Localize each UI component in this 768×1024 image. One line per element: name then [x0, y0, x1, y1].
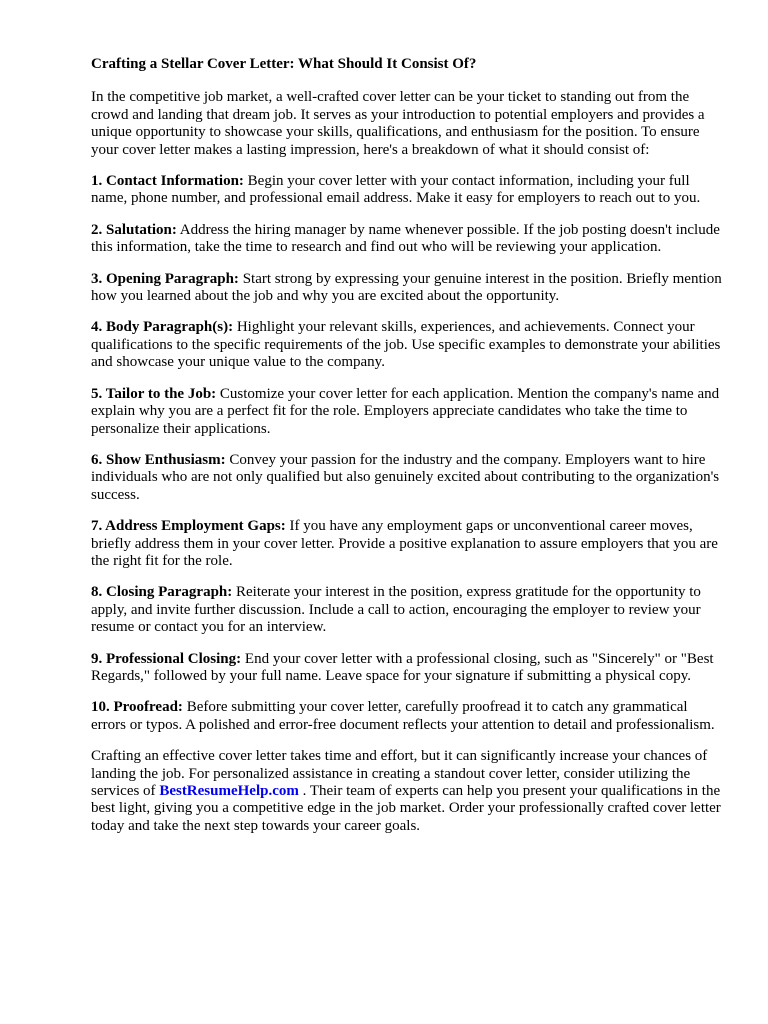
numbered-item: [91, 518, 724, 570]
item-text: Start strong by expressing your genuine interest in the position. Briefly mention how you learned about the job and why you are excited about the opportunity.: [91, 270, 722, 305]
bestresumehelp-link[interactable]: BestResumeHelp.com: [159, 783, 299, 799]
numbered-item: [91, 222, 724, 257]
item-text: Convey your passion for the industry and the company. Employers want to hire individuals who are not only qualified but also genuinely excited about contributing to the organization's success.: [91, 451, 720, 503]
item-text: If you have any employment gaps or unconventional career moves, briefly address them in your cover letter. Provide a positive explanation to assure employers that you are the right fit for the role.: [91, 518, 718, 569]
item-text: Begin your cover letter with your contact information, including your full name, phone number, and professional email address. Make it easy for employers to reach out to you.: [91, 173, 701, 207]
document-content: [91, 56, 724, 849]
closing-text-after: . Their team of experts can help you present your qualifications in the best light, giving you a competitive edge in the job market. Order your professionally crafted cover letter today and take the next step towards your career goals.: [91, 783, 721, 834]
numbered-item: [91, 319, 724, 371]
item-label: 3. Opening Paragraph:: [91, 270, 239, 287]
item-label: 9. Professional Closing:: [91, 650, 242, 667]
item-text: Address the hiring manager by name whenever possible. If the job posting doesn't include this information, take the time to research and find out who will be reviewing your application.: [91, 221, 720, 256]
item-label: 1. Contact Information:: [91, 173, 244, 190]
item-text: End your cover letter with a professional closing, such as "Sincerely" or "Best Regards," followed by your full name. Leave space for your signature if submitting a physical copy.: [91, 650, 714, 684]
numbered-item: [91, 651, 724, 686]
numbered-item: [91, 386, 724, 438]
numbered-item: [91, 699, 724, 734]
item-label: 2. Salutation:: [91, 221, 177, 238]
item-label: 7. Address Employment Gaps:: [91, 518, 286, 535]
document-title: Crafting a Stellar Cover Letter: What Should It Consist Of?: [91, 56, 477, 72]
intro-paragraph: In the competitive job market, a well-crafted cover letter can be your ticket to standing out from the crowd and landing that dream job. It serves as your introduction to potential employers and provides a unique opportunity to showcase your skills, qualifications, and enthusiasm for the position. To ensure your cover letter makes a lasting impression, here's a breakdown of what it should consist of:: [91, 89, 705, 158]
numbered-item: [91, 173, 724, 208]
closing-text-before: Crafting an effective cover letter takes time and effort, but it can significantly increase your chances of landing the job. For personalized assistance in creating a standout cover letter, consider utilizing the services of: [91, 748, 708, 799]
item-text: Before submitting your cover letter, carefully proofread it to catch any grammatical errors or typos. A polished and error-free document reflects your attention to detail and professionalism.: [91, 699, 715, 733]
item-label: 8. Closing Paragraph:: [91, 584, 233, 601]
numbered-item: [91, 271, 724, 306]
numbered-item: [91, 584, 724, 636]
item-label: 5. Tailor to the Job:: [91, 385, 217, 402]
item-label: 10. Proofread:: [91, 699, 183, 716]
item-label: 6. Show Enthusiasm:: [91, 451, 226, 468]
sections: [91, 173, 724, 734]
numbered-item: [91, 452, 724, 504]
closing-paragraph: [91, 748, 724, 835]
item-text: Highlight your relevant skills, experiences, and achievements. Connect your qualifications to the specific requirements of the job. Use specific examples to demonstrate your abilities and showcase your unique value to the company.: [91, 319, 721, 371]
item-text: Reiterate your interest in the position, express gratitude for the opportunity to apply, and invite further discussion. Include a call to action, encouraging the employer to review your resume or contact you for an interview.: [91, 584, 701, 636]
item-label: 4. Body Paragraph(s):: [91, 319, 234, 336]
item-text: Customize your cover letter for each application. Mention the company's name and explain why you are a perfect fit for the role. Employers appreciate candidates who take the time to personalize their applications.: [91, 385, 720, 437]
